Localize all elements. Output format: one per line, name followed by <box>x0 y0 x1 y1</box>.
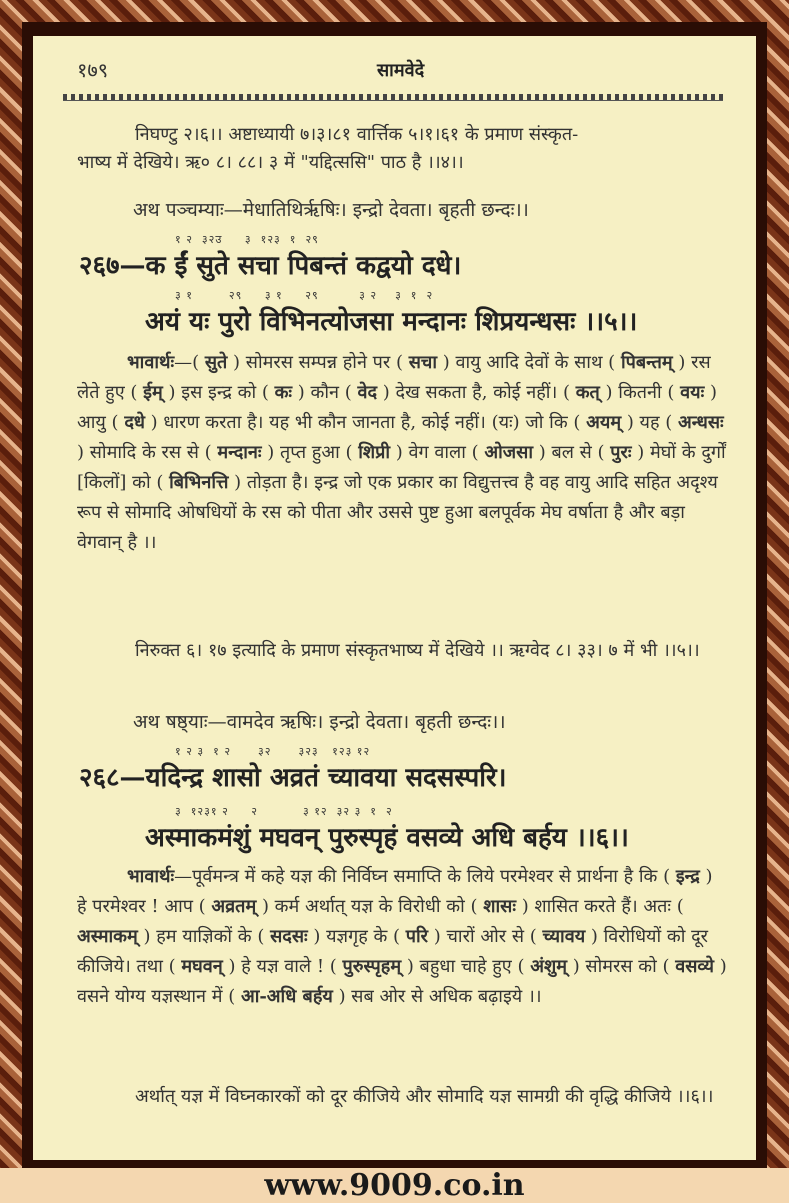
term-bold: ईम् <box>143 382 163 403</box>
term-bold: च्यावय <box>542 926 586 947</box>
intro-line-2: भाष्य में देखिये। ऋ० ८। ८८। ३ में "यद्दित्ससि" पाठ है ।।४।। <box>77 152 464 173</box>
intro-line-1: निघण्टु २।६।। अष्टाध्यायी ७।३।८१ वार्त्तिक ५।१।६१ के प्रमाण संस्कृत- <box>135 124 579 145</box>
text-run: ) शासित करते हैं। अतः ( <box>515 896 684 917</box>
term-bold: मन्दानः <box>217 442 262 463</box>
closing-paragraph: अर्थात् यज्ञ में विघ्नकारकों को दूर कीजिये और सोमादि यज्ञ सामग्री की वृद्धि कीजिये ।।६।। <box>135 1086 714 1107</box>
text-run: ) धारण करता है। यह भी कौन जानता है, कोई नहीं। (यः) जो कि ( <box>144 412 587 433</box>
text-run: ) सोमादि के रस से ( <box>77 442 218 463</box>
term-bold: बिभिनत्ति <box>169 472 229 493</box>
mantra-2-accent-marks-1: १ २ ३ १ २ ३२ ३२३ १२३ १२ <box>175 745 371 758</box>
text-run: —( <box>174 352 205 373</box>
term-bold: शासः <box>483 896 516 917</box>
term-bold: आ-अधि बर्हय <box>240 986 333 1007</box>
text-run: ) कितनी ( <box>599 382 681 403</box>
page-header <box>77 56 717 86</box>
text-run: —पूर्वमन्त्र में कहे यज्ञ की निर्विघ्न समाप्ति के लिये परमेश्वर से प्रार्थना है कि ( <box>174 866 676 887</box>
text-run: ) यह ( <box>621 412 679 433</box>
text-run: ) सोमरस को ( <box>566 956 676 977</box>
term-bold: वसव्ये <box>675 956 715 977</box>
term-bold: अयम् <box>586 412 622 433</box>
term-bold: भावार्थः <box>127 866 175 887</box>
mantra-2-line-2: अस्माकमंशुं मघवन् पुरुस्पृहं वसव्ये अधि बर्हय ।।६।। <box>145 823 629 853</box>
book-page <box>33 36 756 1160</box>
text-run: ) बल से ( <box>532 442 611 463</box>
mantra-1-accent-marks-2: ३ १ २९ ३ १ २९ ३ २ ३ १ २ <box>175 289 434 302</box>
mantra-1-line-2: अयं यः पुरो विभिनत्योजसा मन्दानः शिप्रयन्धसः ।।५।। <box>145 307 638 337</box>
term-bold: दधे <box>124 412 145 433</box>
term-bold: सुते <box>204 352 228 373</box>
text-run: ) हम याज्ञिकों के ( <box>137 926 271 947</box>
term-bold: पुरुस्पृहम् <box>342 956 402 977</box>
text-run: ) कर्म अर्थात् यज्ञ के विरोधी को ( <box>256 896 484 917</box>
term-bold: अव्रतम् <box>211 896 257 917</box>
term-bold: अंशुम् <box>530 956 567 977</box>
mantra-2-accent-marks-2: ३ १२३१ २ २ ३ १२ ३२ ३ १ २ <box>175 805 393 818</box>
text-run: ) सब ओर से अधिक बढ़ाइये ।। <box>332 986 542 1007</box>
term-bold: इन्द्र <box>675 866 700 887</box>
mantra-1-line-1: २६७—क ईं सुते सचा पिबन्तं कद्वयो दधे। <box>79 251 462 281</box>
text-run: ) चारों ओर से ( <box>428 926 543 947</box>
text-run: ) यज्ञगृह के ( <box>307 926 406 947</box>
term-bold: पिबन्तम् <box>620 352 673 373</box>
header-rule <box>63 94 723 101</box>
term-bold: कः <box>274 382 293 403</box>
term-bold: ओजसा <box>484 442 533 463</box>
text-run: ) हे यज्ञ वाले ! ( <box>222 956 343 977</box>
text-run: ) तोड़ता है। इन्द्र जो एक प्रकार का विद्युत्तत्त्व है वह वायु आदि सहित अदृश्य रूप से सोमादि ओषधियों के रस को पीता और उससे पुष्ट हुआ बलपूर्वक मेघ वर्षाता है और बड़ा वेगवान् है ।। <box>77 472 718 553</box>
text-run: ) आयु ( <box>77 382 718 433</box>
term-bold: सचा <box>408 352 437 373</box>
text-run: ) मेघों के दुर्गों [किलों] को ( <box>77 442 726 493</box>
term-bold: अन्धसः <box>678 412 724 433</box>
text-run: ) इस इन्द्र को ( <box>162 382 275 403</box>
term-bold: कत् <box>575 382 600 403</box>
text-run: ) वेग वाला ( <box>390 442 485 463</box>
mantra-2-line-1: २६८—यदिन्द्र शासो अव्रतं च्यावया सदसस्परि। <box>79 763 507 793</box>
term-bold: भावार्थः <box>127 352 175 373</box>
reference-paragraph: निरुक्त ६। १७ इत्यादि के प्रमाण संस्कृतभाष्य में देखिये ।। ऋग्वेद ८। ३३। ७ में भी ।।५।। <box>135 640 700 661</box>
subheading-2: अथ षष्ठ्याः—वामदेव ऋषिः। इन्द्रो देवता। बृहती छन्दः।। <box>133 711 506 733</box>
mantra-1-accent-marks-1: १ २ ३२उ ३ १२३ १ २९ <box>175 233 319 246</box>
footer-url[interactable]: www.9009.co.in <box>264 1168 525 1203</box>
explanation-paragraph-2 <box>77 862 727 1012</box>
explanation-paragraph-1 <box>77 348 727 558</box>
text-run: ) वायु आदि देवों के साथ ( <box>437 352 621 373</box>
term-bold: वेद <box>357 382 378 403</box>
text-run: ) हे परमेश्वर ! आप ( <box>77 866 713 917</box>
text-run: ) कौन ( <box>292 382 358 403</box>
text-run: ) वसने योग्य यज्ञस्थान में ( <box>77 956 727 1007</box>
text-run: ) तृप्त हुआ ( <box>261 442 359 463</box>
text-run: ) विरोधियों को दूर कीजिये। तथा ( <box>77 926 708 977</box>
term-bold: पुरः <box>610 442 632 463</box>
term-bold: शिप्री <box>358 442 391 463</box>
text-run: ) रस लेते हुए ( <box>77 352 711 403</box>
term-bold: मघवन् <box>181 956 223 977</box>
term-bold: परि <box>405 926 429 947</box>
text-run: ) देख सकता है, कोई नहीं। ( <box>377 382 576 403</box>
page-number: १७९ <box>77 58 109 82</box>
text-run: ) बहुधा चाहे हुए ( <box>401 956 531 977</box>
text-run: ) सोमरस सम्पन्न होने पर ( <box>227 352 409 373</box>
term-bold: सदसः <box>270 926 308 947</box>
term-bold: अस्माकम् <box>77 926 138 947</box>
page-title: सामवेदे <box>377 60 425 81</box>
subheading-1: अथ पञ्चम्याः—मेधातिथिर्ऋषिः। इन्द्रो देवता। बृहती छन्दः।। <box>133 199 529 221</box>
term-bold: वयः <box>680 382 705 403</box>
